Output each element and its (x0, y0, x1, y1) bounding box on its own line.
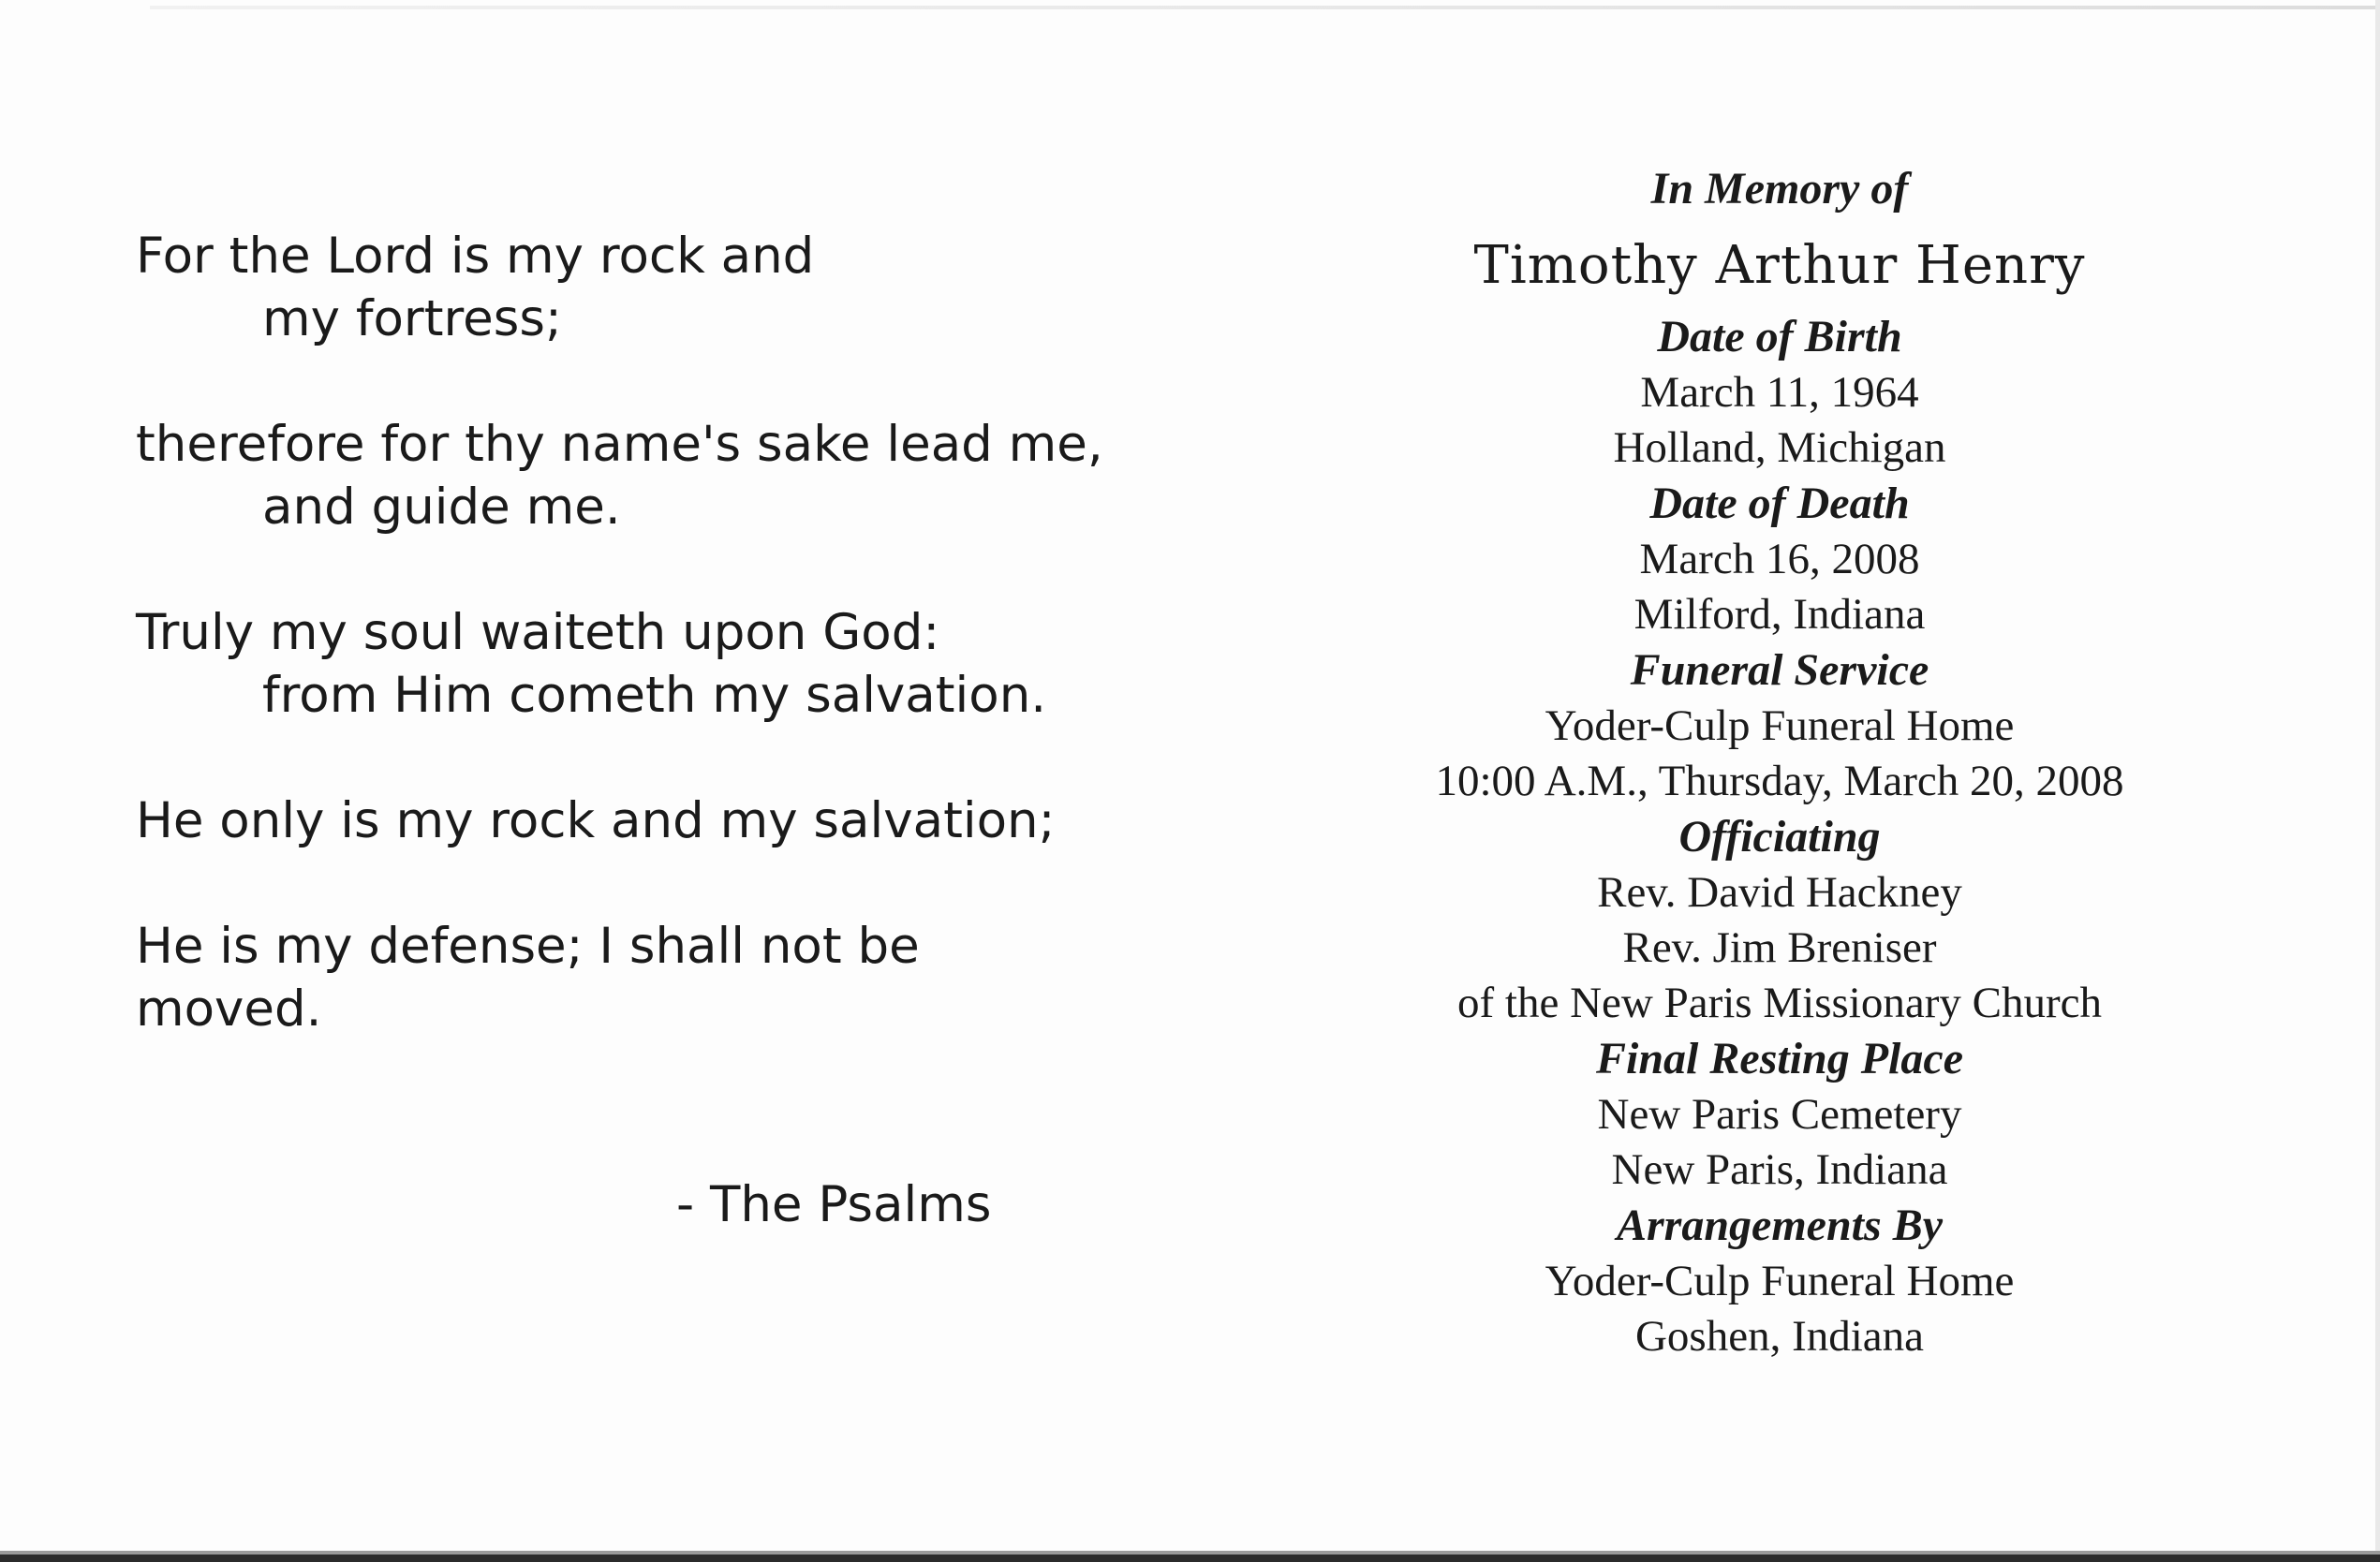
verse-stanza (136, 915, 1054, 1040)
death-date: March 16, 2008 (1639, 535, 1920, 583)
verse-line: He only is my rock and my salvation; (136, 792, 1056, 849)
verse-line: Truly my soul waiteth upon God: (136, 604, 940, 661)
arrangements-heading: Arrangements By (1616, 1201, 1944, 1250)
verse-line: moved. (136, 980, 322, 1038)
resting-place-heading: Final Resting Place (1595, 1034, 1963, 1083)
cemetery-location: New Paris, Indiana (1611, 1145, 1948, 1194)
card-right-edge (2375, 0, 2380, 1562)
birth-place: Holland, Michigan (1613, 423, 1946, 472)
arrangements-location: Goshen, Indiana (1634, 1312, 1925, 1361)
verse-line: from Him cometh my salvation. (262, 667, 1047, 724)
arrangements-home: Yoder-Culp Funeral Home (1545, 1257, 2015, 1305)
officiating-heading: Officiating (1678, 812, 1881, 862)
service-heading: Funeral Service (1630, 645, 1929, 695)
memorial-details (1311, 161, 2248, 1364)
officiating-church: of the New Paris Missionary Church (1457, 979, 2102, 1027)
verse-line: my fortress; (262, 290, 562, 347)
service-time: 10:00 A.M., Thursday, March 20, 2008 (1435, 757, 2124, 805)
verse-line: and guide me. (262, 479, 621, 536)
death-heading: Date of Death (1649, 479, 1910, 528)
card-top-edge (150, 6, 2380, 9)
service-location: Yoder-Culp Funeral Home (1545, 701, 2015, 750)
cemetery-name: New Paris Cemetery (1597, 1090, 1962, 1139)
verse-stanza (136, 413, 1103, 538)
birth-date: March 11, 1964 (1640, 368, 1919, 417)
verse-line: therefore for thy name's sake lead me, (136, 416, 1103, 473)
verse-stanza (136, 225, 1054, 350)
death-place: Milford, Indiana (1633, 590, 1926, 639)
verse-stanza (136, 601, 1054, 727)
verse-line: He is my defense; I shall not be (136, 918, 920, 975)
officiant-name: Rev. David Hackney (1597, 868, 1962, 917)
officiant-name: Rev. Jim Breniser (1622, 923, 1937, 972)
psalm-verse (136, 225, 1103, 1103)
birth-heading: Date of Birth (1657, 312, 1902, 361)
verse-stanza (136, 789, 1054, 852)
verse-line: For the Lord is my rock and (136, 228, 815, 285)
psalm-attribution: - The Psalms (676, 1176, 992, 1233)
in-memory-of-heading: In Memory of (1650, 164, 1909, 214)
deceased-name: Timothy Arthur Henry (1473, 235, 2086, 296)
card-bottom-edge (0, 1555, 2380, 1562)
